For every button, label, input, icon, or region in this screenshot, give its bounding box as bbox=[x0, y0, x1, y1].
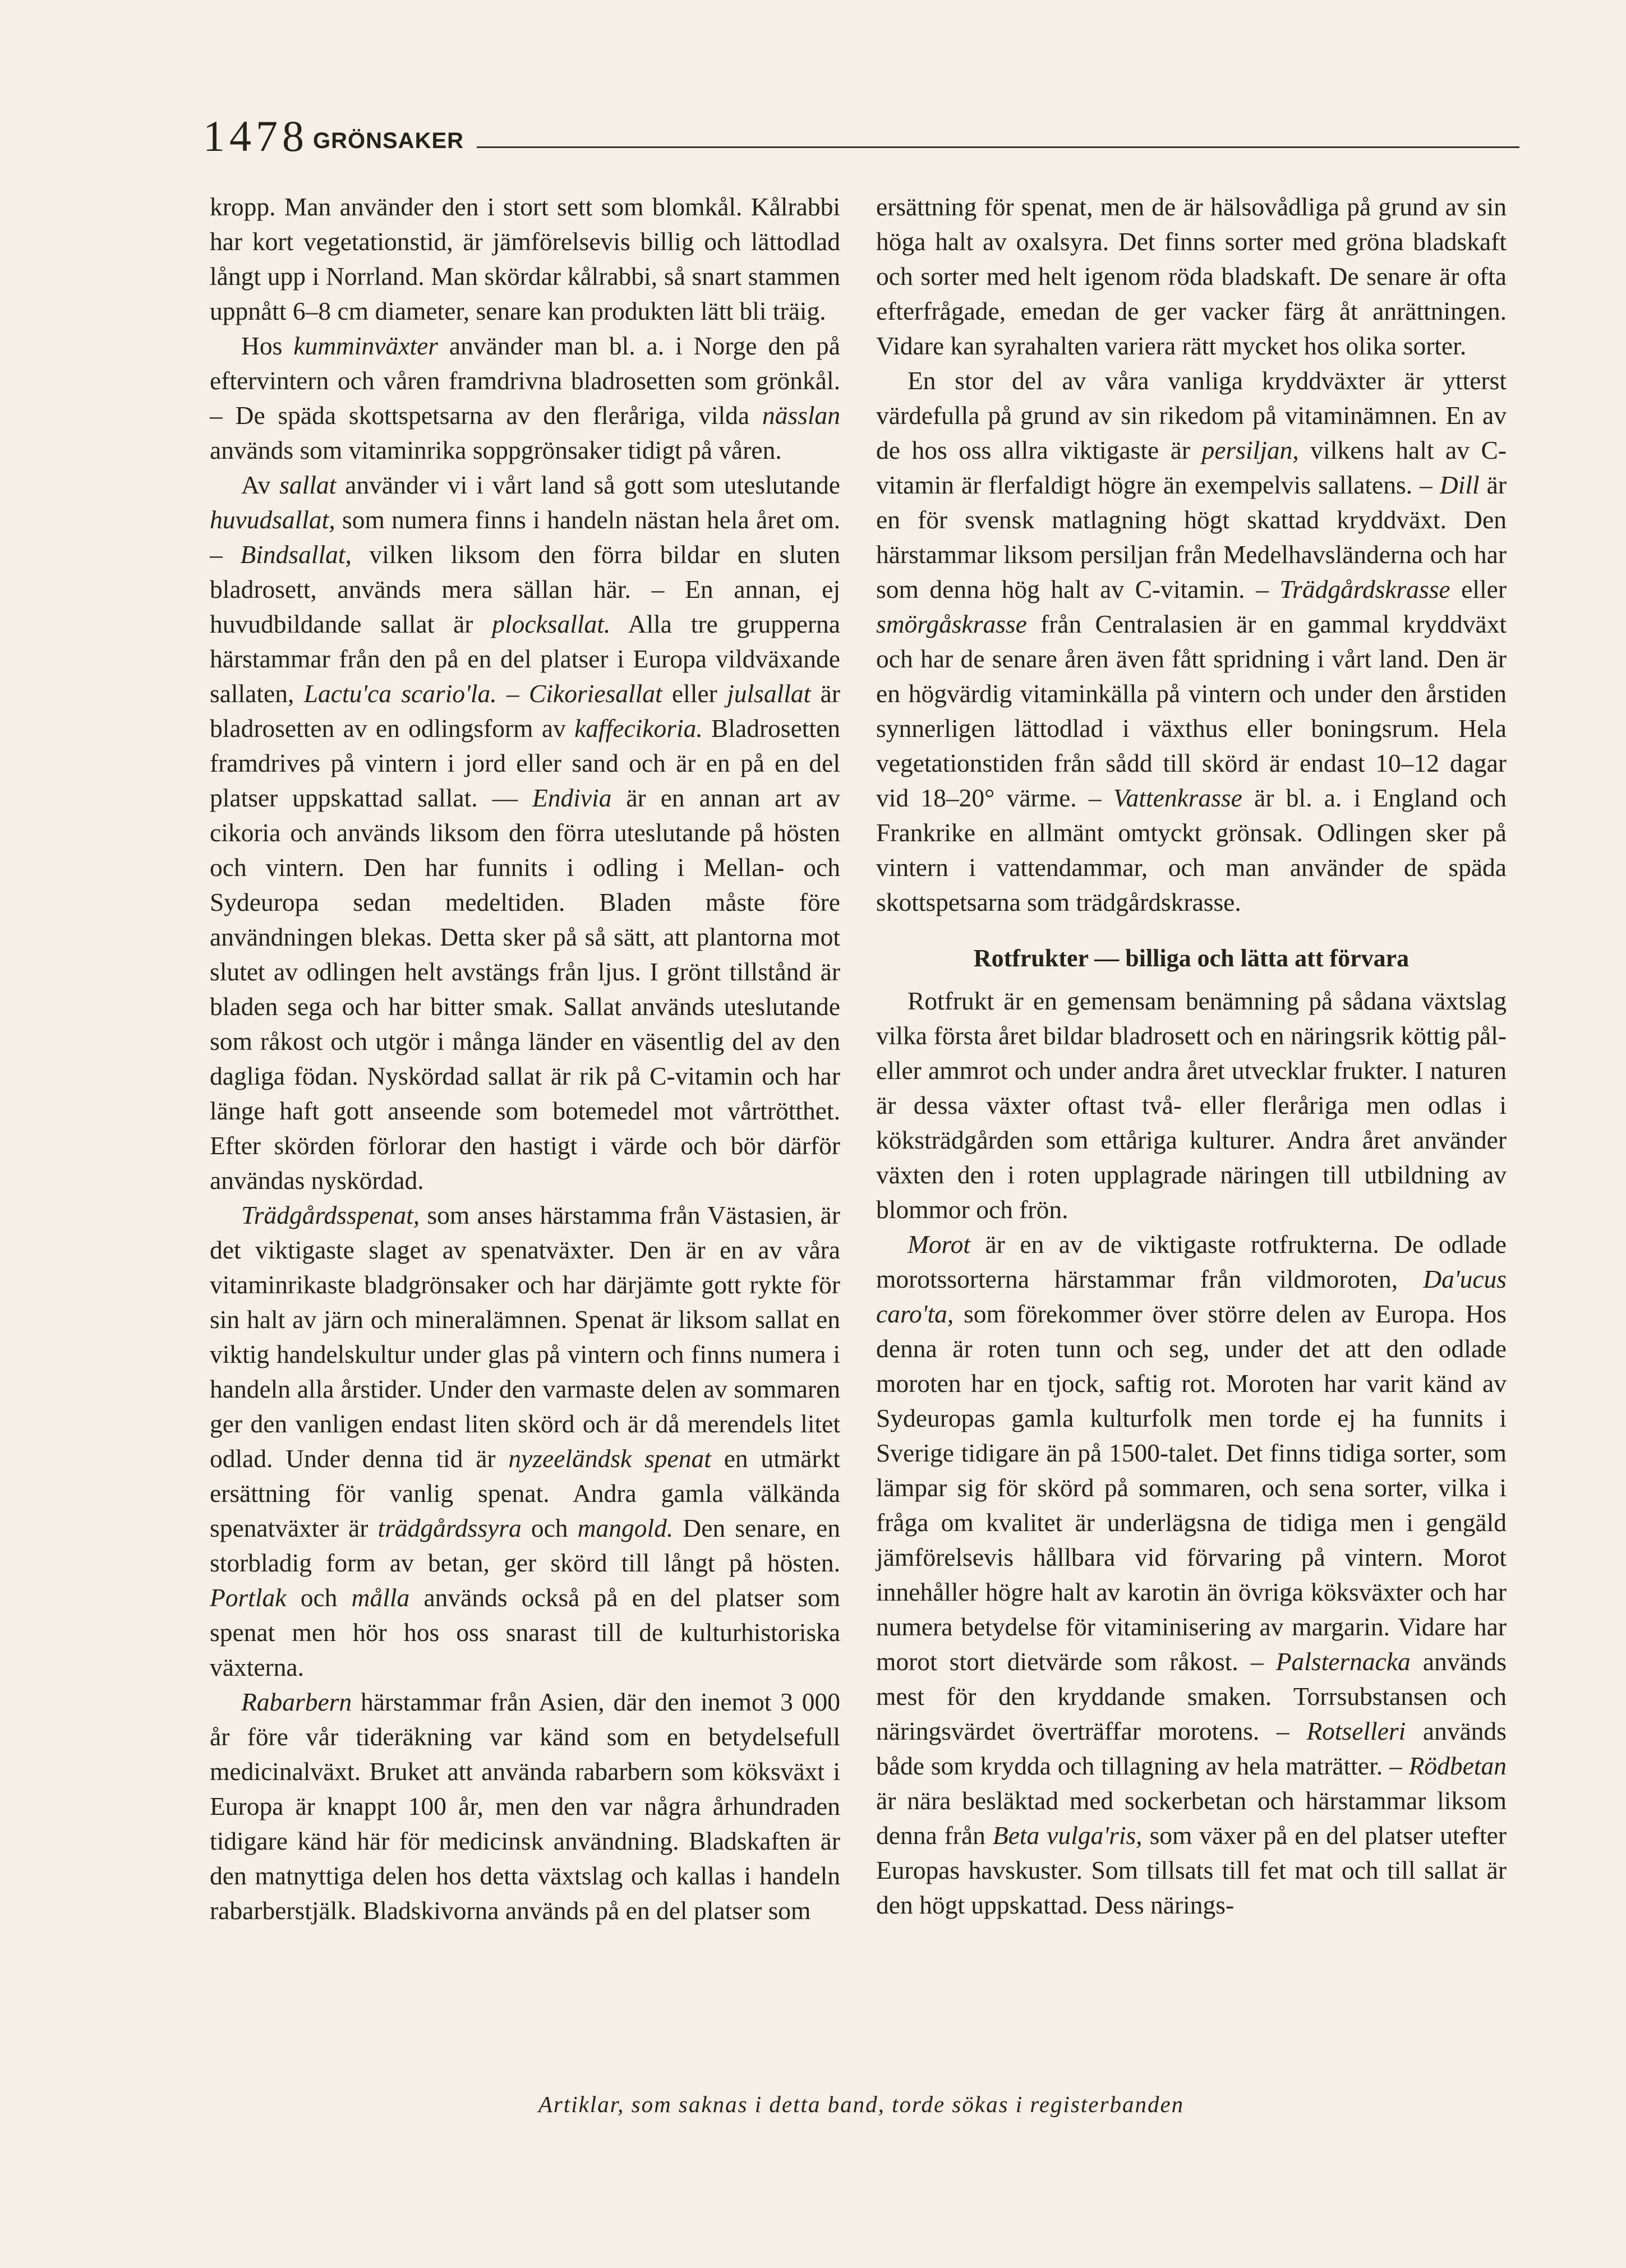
text-run: som anses härstamma från Västasien, är det viktigaste slaget av spenatväxter. Den är en av våra vitaminrikaste bladgrönsaker och har därjämte gott rykte för sin halt av järn och mineralämnen. Spenat är liksom sallat en viktig handelskultur under glas på vintern och finns numera i handeln alla årstider. Under den varmaste delen av sommaren ger den vanligen endast liten skörd och är då merendels litet odlad. Under denna tid är bbox=[210, 1201, 840, 1473]
text-run: vilkens halt av C-vitamin är flerfaldigt högre än exempelvis sallatens. – bbox=[876, 436, 1507, 499]
italic-term: målla bbox=[351, 1583, 410, 1612]
text-run: – bbox=[496, 679, 529, 708]
right-column-body-bottom bbox=[876, 984, 1507, 1923]
italic-term: Beta vulga'ris, bbox=[992, 1821, 1143, 1850]
italic-term: Rabarbern bbox=[241, 1688, 352, 1716]
text-run: Hos bbox=[241, 331, 294, 360]
paragraph bbox=[876, 363, 1507, 920]
text-run: en utmärkt ersättning för vanlig spenat. Andra gamla välkända spenatväxter är bbox=[210, 1444, 841, 1542]
page-footer-note: Artiklar, som saknas i detta band, torde sökas i registerbanden bbox=[538, 2091, 1185, 2117]
text-run: är en annan art av cikoria och används liksom den förra uteslutande på hösten och vintern. Den har funnits i odling i Mellan- och Sydeuropa sedan medeltiden. Bladen måste före användningen blekas. Detta sker på så sätt, att plantorna mot slutet av odlingen helt avstängs från ljus. I grönt tillstånd är bladen sega och har bitter smak. Sallat används uteslutande som råkost och utgör i många länder en väsentlig del av den dagliga födan. Nyskördad sallat är rik på C-vitamin och har länge haft gott anseende som botemedel mot vårtrötthet. Efter skörden förlorar den hastigt i värde och bör därför användas nyskördad. bbox=[210, 783, 840, 1195]
page-number: 1478 bbox=[203, 112, 308, 160]
text-run: En stor del av våra vanliga kryddväxter är ytterst värdefulla på grund av sin rikedom på vitaminämnen. En av de hos oss allra viktigaste är bbox=[876, 366, 1507, 464]
italic-term: Rödbetan bbox=[1408, 1751, 1507, 1780]
text-run: Bladrosetten framdrives på vintern i jord eller sand och är en på en del platser uppskattad sallat. — bbox=[210, 714, 840, 812]
paragraph bbox=[210, 468, 840, 1198]
text-run: och bbox=[521, 1514, 578, 1542]
paragraph bbox=[876, 1227, 1507, 1923]
italic-term: Lactu'ca scario'la. bbox=[303, 679, 497, 708]
italic-term: nässlan bbox=[762, 401, 840, 430]
right-column-body-top bbox=[876, 190, 1507, 920]
italic-term: sallat bbox=[279, 471, 337, 499]
text-run: använder man bl. a. i Norge den på eftervintern och våren framdrivna bladrosetten som grönkål. – De späda skottspetsarna av den fleråriga, vilda bbox=[210, 331, 840, 430]
right-column bbox=[876, 190, 1507, 1923]
text-run: som numera finns i handeln nästan hela året om. – bbox=[210, 505, 840, 569]
paragraph bbox=[210, 329, 840, 468]
text-run: och bbox=[286, 1583, 352, 1612]
italic-term: Trädgårdsspenat, bbox=[241, 1201, 420, 1229]
italic-term: persiljan, bbox=[1201, 436, 1299, 464]
italic-term: Cikoriesallat bbox=[529, 679, 662, 708]
text-run: är bladrosetten av en odlingsform av bbox=[210, 679, 840, 743]
text-run: Alla tre grupperna härstammar från den på en del platser i Europa vildväxande sallaten, bbox=[210, 610, 841, 708]
text-run: använder vi i vårt land så gott som uteslutande bbox=[336, 471, 841, 499]
text-run: används som vitaminrika soppgrönsaker tidigt på våren. bbox=[210, 436, 782, 464]
text-run: härstammar från Asien, där den inemot 3 000 år före vår tideräkning var känd som en betydelsefull medicinalväxt. Bruket att använda rabarbern som köksväxt i Europa är knappt 100 år, men den var några århundraden tidigare känd här för medicinsk användning. Bladskaften är den matnyttiga delen hos detta växtslag och kallas i handeln rabarberstjälk. Bladskivorna används på en del platser som bbox=[210, 1688, 840, 1925]
text-run: ersättning för spenat, men de är hälsovådliga på grund av sin höga halt av oxalsyra. Det finns sorter med gröna bladskaft och sorter med helt igenom röda bladskaft. De senare är ofta efterfrågade, emedan de ger vacker färg åt anrättningen. Vidare kan syrahalten variera rätt mycket hos olika sorter. bbox=[876, 192, 1507, 360]
left-column bbox=[210, 190, 840, 1928]
text-run: vilken liksom den förra bildar en sluten bladrosett, används mera sällan här. – En annan, ej huvudbildande sallat är bbox=[210, 540, 841, 638]
text-run: används också på en del platser som spenat men hör hos oss snarast till de kulturhistoriska växterna. bbox=[210, 1583, 840, 1681]
italic-term: Rotselleri bbox=[1306, 1717, 1406, 1745]
italic-term: julsallat bbox=[727, 679, 811, 708]
text-run: som växer på en del platser utefter Europas havskuster. Som tillsats till fet mat och till sallat är den högt uppskattad. Dess närings- bbox=[876, 1821, 1507, 1919]
italic-term: Morot bbox=[908, 1230, 971, 1259]
text-run: används mest för den kryddande smaken. Torrsubstansen och näringsvärdet överträffar morotens. – bbox=[876, 1647, 1507, 1745]
text-run: eller bbox=[662, 679, 727, 708]
subheading-rotfrukter: Rotfrukter — billiga och lätta att förvara bbox=[973, 944, 1409, 972]
header-rule bbox=[477, 146, 1519, 148]
page-header bbox=[203, 110, 1519, 166]
text-run: Den senare, en storbladig form av betan, ger skörd till långt på hösten. bbox=[210, 1514, 840, 1577]
text-run: Av bbox=[241, 471, 280, 499]
italic-term: kaffecikoria. bbox=[574, 714, 703, 743]
italic-term: Portlak bbox=[210, 1583, 287, 1612]
text-run: är nära besläktad med sockerbetan och härstammar liksom denna från bbox=[876, 1786, 1507, 1850]
text-run: från Centralasien är en gammal kryddväxt och har de senare åren även fått spridning i vårt land. Den är en högvärdig vitaminkälla på vintern och under den årstiden synnerligen lättodlad i växthus eller boningsrum. Hela vegetationstiden från sådd till skörd är endast 10–12 dagar vid 18–20° värme. – bbox=[876, 610, 1507, 812]
text-run: är bl. a. i England och Frankrike en allmänt omtyckt grönsak. Odlingen sker på vintern i vattendammar, och man använder de späda skottspetsarna som trädgårdskrasse. bbox=[876, 783, 1507, 916]
italic-term: kumminväxter bbox=[293, 331, 438, 360]
text-run: används både som krydda och tillagning av hela maträtter. – bbox=[876, 1717, 1507, 1780]
left-column-body bbox=[210, 190, 840, 1928]
italic-term: plocksallat. bbox=[492, 610, 611, 638]
paragraph bbox=[876, 190, 1507, 363]
italic-term: Dill bbox=[1439, 471, 1480, 499]
text-run: kropp. Man använder den i stort sett som blomkål. Kålrabbi har kort vegetationstid, är jämförelsevis billig och lättodlad långt upp i Norrland. Man skördar kålrabbi, så snart stammen uppnått 6–8 cm diameter, senare kan produkten lätt bli träig. bbox=[210, 192, 840, 325]
italic-term: Vattenkrasse bbox=[1113, 783, 1242, 812]
italic-term: Bindsallat, bbox=[240, 540, 352, 569]
text-run: är en av de viktigaste rotfrukterna. De odlade morotssorterna härstammar från vildmoroten, bbox=[876, 1230, 1507, 1293]
paragraph bbox=[210, 190, 840, 329]
text-run: är en för svensk matlagning högt skattad kryddväxt. Den härstammar liksom persiljan från Medelhavsländerna och har som denna hög halt av C-vitamin. – bbox=[876, 471, 1507, 603]
text-run: eller bbox=[1450, 575, 1507, 603]
italic-term: Palsternacka bbox=[1275, 1647, 1411, 1676]
text-run: som förekommer över större delen av Europa. Hos denna är roten tunn och seg, under det att den odlade moroten har en tjock, saftig rot. Moroten har varit känd av Sydeuropas gamla kulturfolk men torde ej ha funnits i Sverige tidigare än på 1500-talet. Det finns tidiga sorter, som lämpar sig för skörd på sommaren, och sena sorter, vilka i fråga om kvalitet är underlägsna de tidiga men i gengäld jämförelsevis hållbara vid förvaring på vintern. Morot innehåller högre halt av karotin än övriga köksväxter och har numera betydelse för vitaminisering av margarin. Vidare har morot stort dietvärde som råkost. – bbox=[876, 1299, 1507, 1676]
italic-term: huvudsallat, bbox=[210, 505, 335, 534]
italic-term: nyzeeländsk spenat bbox=[508, 1444, 711, 1473]
italic-term: smörgåskrasse bbox=[876, 610, 1027, 638]
italic-term: Trädgårdskrasse bbox=[1279, 575, 1450, 603]
italic-term: mangold. bbox=[577, 1514, 674, 1542]
italic-term: Endivia bbox=[532, 783, 612, 812]
paragraph bbox=[210, 1198, 840, 1685]
section-title: GRÖNSAKER bbox=[313, 128, 464, 153]
italic-term: trädgårdssyra bbox=[377, 1514, 522, 1542]
italic-term: Da'ucus caro'ta, bbox=[876, 1265, 1507, 1328]
paragraph bbox=[210, 1685, 840, 1928]
text-run: Rotfrukt är en gemensam benämning på sådana växtslag vilka första året bildar bladrosett och en näringsrik köttig pål- eller ammrot och under andra året utvecklar frukter. I naturen är dessa växter oftast två- eller fleråriga men odlas i köksträdgården som ettåriga kulturer. Andra året använder växten den i roten upplagrade näringen till utbildning av blommor och frön. bbox=[876, 987, 1507, 1224]
paragraph bbox=[876, 984, 1507, 1227]
